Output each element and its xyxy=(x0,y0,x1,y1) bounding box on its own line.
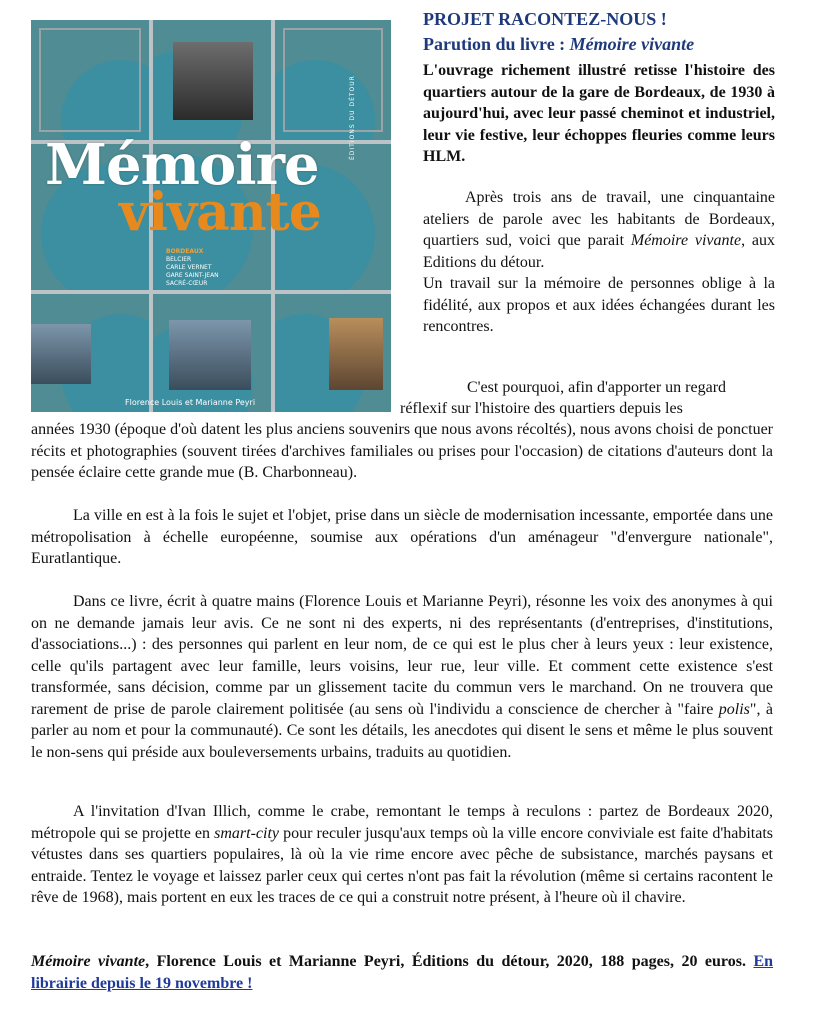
paragraph-memory-text: Un travail sur la mémoire de personnes oblige à la fidélité, aux propos et aux idées échangées durant les rencontres. xyxy=(423,275,775,335)
paragraph-voices xyxy=(31,591,773,763)
text-run: C'est pourquoi, afin d'apporter un regard xyxy=(467,379,727,396)
text-run: La ville en est à la fois le sujet et l'objet, prise dans un siècle de modernisation incessante, emportée dans une métropolisation à échelle européenne, soumise aux opérations d'un aménageur "d'envergure nationale", Euratlantique. xyxy=(31,507,773,567)
book-cover-image xyxy=(31,20,391,412)
paragraph-intro-text xyxy=(423,187,775,273)
paragraph-illich xyxy=(31,801,773,909)
italic-word: polis xyxy=(718,700,750,718)
paragraph-illich-text xyxy=(31,801,773,909)
cover-publisher: ÉDITIONS DU DÉTOUR xyxy=(349,75,356,160)
italic-word: smart-city xyxy=(214,824,280,842)
credits-book-title: Mémoire vivante xyxy=(31,953,146,970)
paragraph-reflexive-line2 xyxy=(400,398,773,420)
cover-tile xyxy=(153,294,271,412)
project-title: PROJET RACONTEZ-NOUS ! xyxy=(423,9,667,29)
cover-title-memoire: Mémoire xyxy=(45,132,319,198)
release-title xyxy=(423,34,694,55)
cover-street-photo xyxy=(169,320,251,390)
paragraph-city xyxy=(31,505,773,570)
cover-place: GARE SAINT-JEAN xyxy=(166,272,219,279)
cover-places-list xyxy=(166,248,219,288)
lead-paragraph: L'ouvrage richement illustré retisse l'histoire des quartiers autour de la gare de Bordeaux, de 1930 à aujourd'hui, avec leur passé cheminot et industriel, leur vie festive, leur échoppes fleuries comme leurs HLM. xyxy=(423,62,775,165)
paragraph-voices-text xyxy=(31,591,773,763)
cover-tile xyxy=(31,294,149,412)
cover-archive-photo xyxy=(173,42,253,120)
book-title-italic: Mémoire vivante xyxy=(630,232,742,249)
cover-place: BELCIER xyxy=(166,256,192,263)
cover-tile xyxy=(275,20,391,140)
cover-place: BORDEAUX xyxy=(166,248,204,255)
paragraph-reflexive-line1 xyxy=(423,377,775,399)
text-run: réflexif sur l'histoire des quartiers depuis les xyxy=(400,400,683,417)
cover-title-vivante: vivante xyxy=(119,182,321,243)
text-run: Après trois ans de travail, une cinquantaine ateliers de parole avec les habitants de Bordeaux, quartiers sud, voici que parait xyxy=(423,189,775,249)
text-run: , aux Editions du détour. xyxy=(423,232,776,271)
paragraph-reflexive-rest xyxy=(31,419,773,484)
paragraph-intro xyxy=(423,187,775,338)
bookstore-link[interactable]: En librairie depuis le 19 novembre ! xyxy=(31,953,774,992)
text-run: pour reculer jusqu'aux temps où la ville encore conviviale est faite d'habitats vétustes dans ses quartiers populaires, là où la vie rime encore avec pêche de subsistance, marchés paysans et entraide. Tentez le voyage et laissez parler ceux qui certes n'ont pas fait la révolution (même si certains racontent le rêve de 1968), mais portent en eux les traces de ce qui a construit notre présent, à l'heure où il chavire. xyxy=(31,824,773,906)
cover-tile xyxy=(275,294,391,412)
cover-authors: Florence Louis et Marianne Peyri xyxy=(125,398,256,407)
cover-tile xyxy=(31,20,149,140)
text-run: ", à parler au nom et pour la communauté). Ce sont les détails, les anecdotes qui disent le sens et même le plus souvent le non-sens qui préside aux bouleversements urbains, traduits au quotidien. xyxy=(31,700,774,761)
text-run: Dans ce livre, écrit à quatre mains (Florence Louis et Marianne Peyri), résonne les voix des anonymes à qui on ne demande jamais leur avis. Ce ne sont ni des experts, ni des représentants (d'entreprises, d'institutions, d'associations...) : des personnes qui parlent en leur nom, de ce qui est le plus cher à leurs yeux : leur existence, celle qu'ils partagent avec leur famille, leurs voisins, leur rue, leur ville. Et comment cette existence s'est transformée, sans décision, comme par un glissement tacite du commun vers le marchand. On ne trouvera que rarement de prise de parole clairement politisée (au sens où l'individu a conscience de chercher à "faire xyxy=(31,593,773,718)
cover-place: CARLE VERNET xyxy=(166,264,212,271)
release-book-title: Mémoire vivante xyxy=(569,34,695,54)
book-credits xyxy=(31,951,773,995)
cover-car-photo xyxy=(31,324,91,384)
cover-tile xyxy=(153,20,271,140)
text-run: A l'invitation d'Ivan Illich, comme le crabe, remontant le temps à reculons : partez de Bordeaux 2020, métropole qui se projette en xyxy=(31,803,773,842)
release-prefix: Parution du livre : xyxy=(423,34,570,54)
text-run: années 1930 (époque d'où datent les plus anciens souvenirs que nous avons récoltés), nous avons choisi de ponctuer récits et photographies (souvent tirées d'archives familiales ou prises pour l'occasion) de citations d'auteurs dont la pensée éclaire cette grande mue (B. Charbonneau). xyxy=(31,421,773,481)
credits-details: , Florence Louis et Marianne Peyri, Éditions du détour, 2020, 188 pages, 20 euros. xyxy=(145,953,754,970)
cover-place: SACRÉ-CŒUR xyxy=(166,280,208,287)
cover-portrait-photo xyxy=(329,318,383,390)
